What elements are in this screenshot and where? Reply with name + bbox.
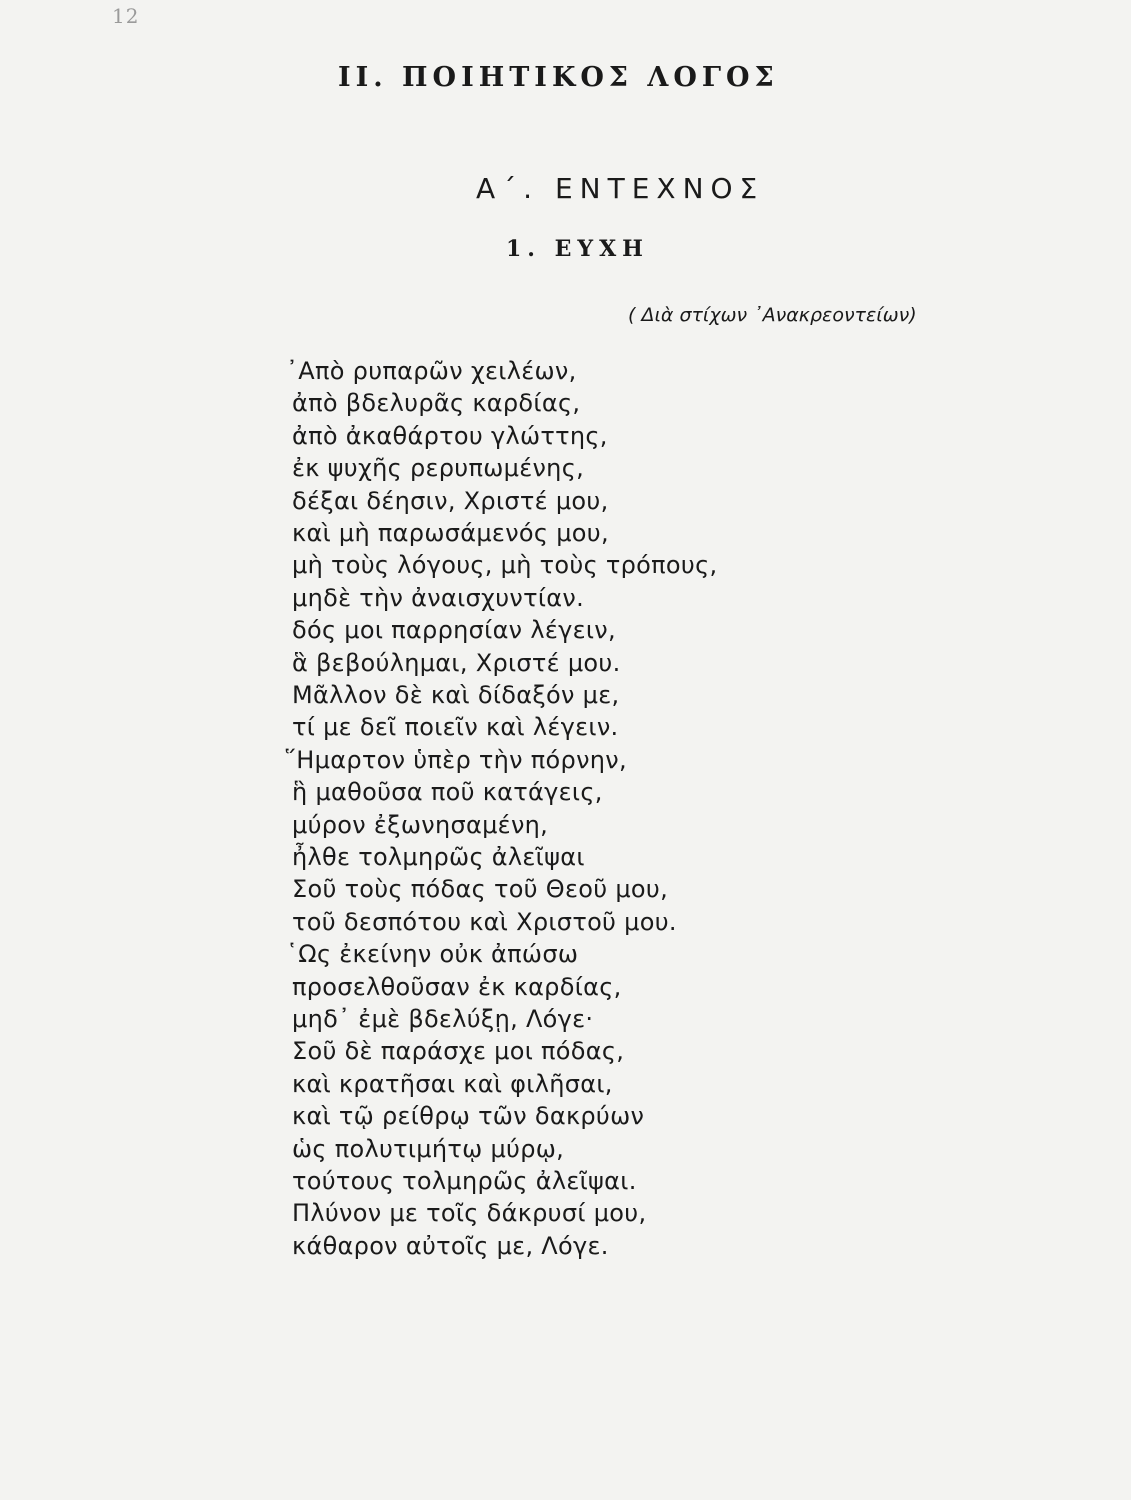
poem-line: ἣ μαθοῦσα ποῦ κατάγεις, bbox=[292, 778, 603, 806]
poem-line: καὶ μὴ παρωσάμενός μου, bbox=[292, 519, 609, 547]
poem-line: καὶ κρατῆσαι καὶ φιλῆσαι, bbox=[292, 1070, 613, 1098]
poem-line: τούτους τολμηρῶς ἀλεῖψαι. bbox=[292, 1167, 637, 1195]
poem-line: μύρον ἐξωνησαμένη, bbox=[292, 811, 549, 839]
poem-line: μηδὲ τὴν ἀναισχυντίαν. bbox=[292, 584, 585, 612]
poem-line: κάθαρον αὐτοῖς με, Λόγε. bbox=[292, 1232, 609, 1260]
subsection-title: Α΄. ΕΝΤΕΧΝΟΣ bbox=[476, 172, 765, 205]
section-title: ΙΙ. ΠΟΙΗΤΙΚΟΣ ΛΟΓΟΣ bbox=[338, 62, 779, 93]
poem-line: Σοῦ δὲ παράσχε μοι πόδας, bbox=[292, 1037, 625, 1065]
page-number: 12 bbox=[112, 4, 140, 28]
poem-line: ἐκ ψυχῆς ρερυπωμένης, bbox=[292, 454, 585, 482]
poem-line: Πλύνον με τοῖς δάκρυσί μου, bbox=[292, 1199, 647, 1227]
poem-line: μὴ τοὺς λόγους, μὴ τοὺς τρόπους, bbox=[292, 551, 718, 579]
poem-line: ῞Ημαρτον ὑπὲρ τὴν πόρνην, bbox=[284, 746, 627, 774]
poem-line: ἀπὸ ἀκαθάρτου γλώττης, bbox=[292, 422, 608, 450]
poem-line: ἦλθε τολμηρῶς ἀλεῖψαι bbox=[292, 843, 585, 871]
poem-line: Σοῦ τοὺς πόδας τοῦ Θεοῦ μου, bbox=[292, 875, 669, 903]
poem-line: ᾿Απὸ ρυπαρῶν χειλέων, bbox=[286, 357, 577, 385]
poem-line: τί με δεῖ ποιεῖν καὶ λέγειν. bbox=[292, 713, 619, 741]
poem-line: μηδ᾿ ἐμὲ βδελύξῃ, Λόγε· bbox=[292, 1005, 594, 1033]
poem-line: καὶ τῷ ρείθρῳ τῶν δακρύων bbox=[292, 1102, 645, 1130]
poem-line: δέξαι δέησιν, Χριστέ μου, bbox=[292, 487, 609, 515]
meter-note: ( Διὰ στίχων ᾿Ανακρεοντείων) bbox=[628, 304, 917, 326]
poem-line: ἃ βεβούλημαι, Χριστέ μου. bbox=[292, 649, 621, 677]
poem-line: ὡς πολυτιμήτῳ μύρῳ, bbox=[292, 1135, 565, 1163]
poem-line: ἀπὸ βδελυρᾶς καρδίας, bbox=[292, 389, 581, 417]
poem-line: Μᾶλλον δὲ καὶ δίδαξόν με, bbox=[292, 681, 620, 709]
poem-line: τοῦ δεσπότου καὶ Χριστοῦ μου. bbox=[292, 908, 677, 936]
poem-line: ῾Ως ἐκείνην οὐκ ἀπώσω bbox=[286, 940, 579, 968]
poem-line: προσελθοῦσαν ἐκ καρδίας, bbox=[292, 973, 622, 1001]
poem-title: 1. ΕΥΧΗ bbox=[506, 236, 649, 262]
poem-line: δός μοι παρρησίαν λέγειν, bbox=[292, 616, 616, 644]
